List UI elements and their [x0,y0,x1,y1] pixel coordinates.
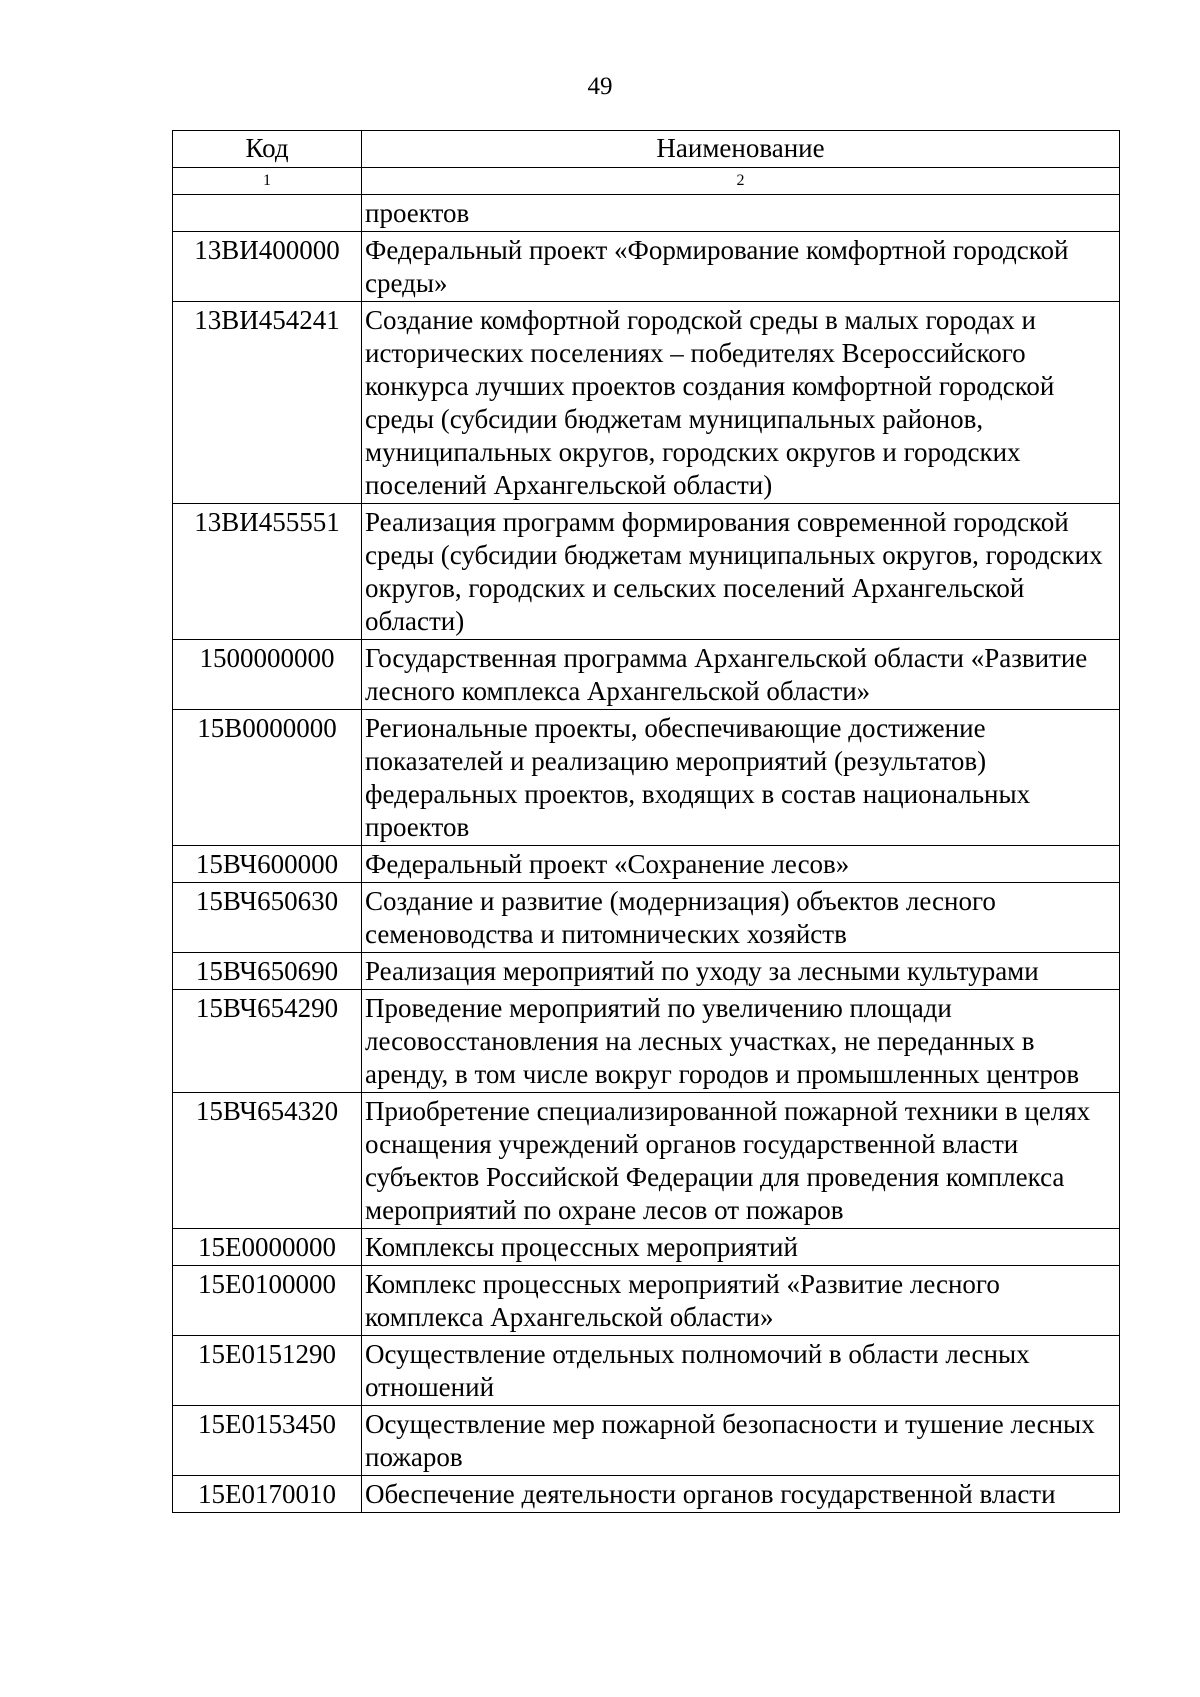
table-row [173,1476,1120,1513]
row-code: 15ВЧ650630 [173,883,362,953]
row-name: Государственная программа Архангельской области «Развитие лесного комплекса Архангельской области» [362,640,1120,710]
column-number-1: 1 [173,168,362,195]
row-code: 13ВИ455551 [173,504,362,640]
row-code: 15Е0151290 [173,1336,362,1406]
row-code: 15ВЧ654320 [173,1093,362,1229]
table-header-row [173,131,1120,168]
row-name: Проведение мероприятий по увеличению площади лесовосстановления на лесных участках, не переданных в аренду, в том числе вокруг городов и промышленных центров [362,990,1120,1093]
row-code: 15ВЧ650690 [173,953,362,990]
row-code: 13ВИ400000 [173,232,362,302]
table-row [173,1406,1120,1476]
table-row [173,846,1120,883]
row-code: 15ВЧ600000 [173,846,362,883]
header-code: Код [173,131,362,168]
row-name: Реализация программ формирования современной городской среды (субсидии бюджетам муниципальных округов, городских округов, городских и сельских поселений Архангельской области) [362,504,1120,640]
row-name: Создание и развитие (модернизация) объектов лесного семеноводства и питомнических хозяйств [362,883,1120,953]
table-row [173,990,1120,1093]
row-code: 15Е0170010 [173,1476,362,1513]
table-row [173,640,1120,710]
column-number-row [173,168,1120,195]
table-body [173,195,1120,1513]
table-row [173,1093,1120,1229]
row-name: Комплексы процессных мероприятий [362,1229,1120,1266]
row-name: Федеральный проект «Сохранение лесов» [362,846,1120,883]
column-number-2: 2 [362,168,1120,195]
row-code [173,195,362,232]
row-name: Создание комфортной городской среды в малых городах и исторических поселениях – победителях Всероссийского конкурса лучших проектов создания комфортной городской среды (субсидии бюджетам муниципальных районов, муниципальных округов, городских округов и городских поселений Архангельской области) [362,302,1120,504]
page-number: 49 [587,73,613,100]
budget-code-table [172,130,1120,1513]
table-row [173,232,1120,302]
row-code: 15Е0000000 [173,1229,362,1266]
table-row [173,1266,1120,1336]
row-name: Приобретение специализированной пожарной техники в целях оснащения учреждений органов государственной власти субъектов Российской Федерации для проведения комплекса мероприятий по охране лесов от пожаров [362,1093,1120,1229]
row-name: Региональные проекты, обеспечивающие достижение показателей и реализацию мероприятий (результатов) федеральных проектов, входящих в состав национальных проектов [362,710,1120,846]
row-name: Обеспечение деятельности органов государственной власти [362,1476,1120,1513]
row-code: 13ВИ454241 [173,302,362,504]
row-name: Федеральный проект «Формирование комфортной городской среды» [362,232,1120,302]
table-row [173,504,1120,640]
header-name: Наименование [362,131,1120,168]
row-name: Комплекс процессных мероприятий «Развитие лесного комплекса Архангельской области» [362,1266,1120,1336]
row-code: 15Е0153450 [173,1406,362,1476]
row-code: 15Е0100000 [173,1266,362,1336]
table-row [173,953,1120,990]
row-name: Осуществление отдельных полномочий в области лесных отношений [362,1336,1120,1406]
row-name: Реализация мероприятий по уходу за лесными культурами [362,953,1120,990]
table-row [173,1336,1120,1406]
table-row [173,195,1120,232]
row-code: 15В0000000 [173,710,362,846]
row-name: Осуществление мер пожарной безопасности и тушение лесных пожаров [362,1406,1120,1476]
row-name: проектов [362,195,1120,232]
table-row [173,1229,1120,1266]
table-row [173,710,1120,846]
table-row [173,302,1120,504]
table-row [173,883,1120,953]
row-code: 15ВЧ654290 [173,990,362,1093]
row-code: 1500000000 [173,640,362,710]
